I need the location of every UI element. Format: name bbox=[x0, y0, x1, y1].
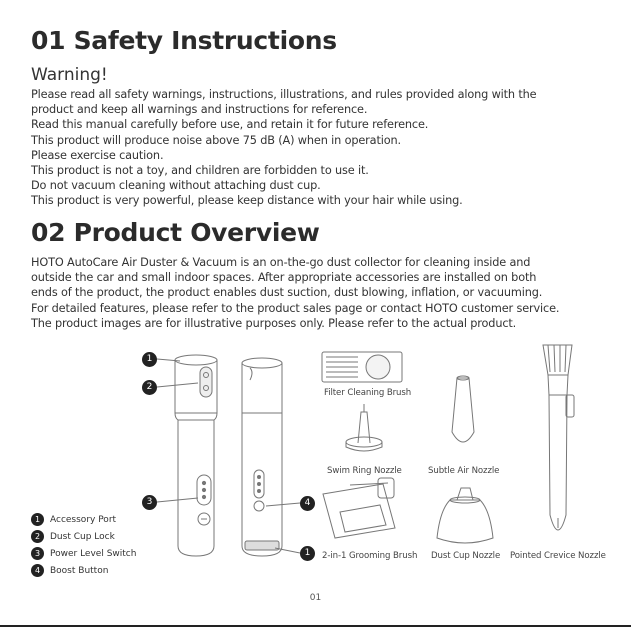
device-side-view bbox=[242, 358, 282, 556]
safety-line: product and keep all warnings and instructions for reference. bbox=[31, 103, 368, 117]
legend-item: 2 Dust Cup Lock bbox=[31, 530, 115, 543]
overview-line: ends of the product, the product enables dust suction, dust blowing, inflation, or vacuuming. bbox=[31, 286, 543, 300]
safety-line: This product will produce noise above 75 dB (A) when in operation. bbox=[31, 133, 401, 147]
grooming-brush-caption: 2-in-1 Grooming Brush bbox=[322, 551, 418, 561]
bottom-divider bbox=[0, 625, 631, 627]
callout-1: 1 bbox=[142, 352, 157, 367]
legend-item: 4 Boost Button bbox=[31, 564, 108, 577]
pointed-crevice-nozzle-image bbox=[543, 345, 574, 530]
swim-ring-nozzle-image bbox=[346, 404, 382, 451]
warning-heading: Warning! bbox=[31, 65, 108, 85]
legend-item: 3 Power Level Switch bbox=[31, 547, 136, 560]
section2-title: 02 Product Overview bbox=[31, 218, 320, 247]
filter-cleaning-brush-caption: Filter Cleaning Brush bbox=[324, 388, 412, 398]
legend-item: 1 Accessory Port bbox=[31, 513, 116, 526]
safety-line: Do not vacuum cleaning without attaching dust cup. bbox=[31, 179, 321, 193]
subtle-air-nozzle-image bbox=[452, 376, 474, 442]
callout-3: 3 bbox=[142, 495, 157, 510]
safety-line: This product is very powerful, please keep distance with your hair while using. bbox=[31, 194, 463, 208]
overview-line: The product images are for illustrative purposes only. Please refer to the actual product. bbox=[31, 316, 517, 330]
device-front-view bbox=[175, 355, 217, 556]
page-number: 01 bbox=[309, 593, 322, 603]
safety-line: Please read all safety warnings, instructions, illustrations, and rules provided along with the bbox=[31, 88, 537, 101]
safety-line: Please exercise caution. bbox=[31, 148, 164, 162]
overview-line: For detailed features, please refer to the product sales page or contact HOTO customer service. bbox=[31, 301, 560, 315]
overview-line: outside the car and small indoor spaces. After appropriate accessories are installed on both bbox=[31, 271, 537, 285]
safety-line: This product is not a toy, and children are forbidden to use it. bbox=[31, 163, 369, 177]
overview-line: HOTO AutoCare Air Duster & Vacuum is an on-the-go dust collector for cleaning inside and bbox=[31, 256, 531, 269]
pointed-crevice-nozzle-caption: Pointed Crevice Nozzle bbox=[510, 551, 606, 561]
swim-ring-nozzle-caption: Swim Ring Nozzle bbox=[327, 466, 402, 476]
dust-cup-nozzle-image bbox=[437, 488, 493, 543]
grooming-brush-image bbox=[323, 478, 395, 538]
section1-title: 01 Safety Instructions bbox=[31, 26, 337, 55]
callout-1-bottom: 1 bbox=[300, 546, 315, 561]
subtle-air-nozzle-caption: Subtle Air Nozzle bbox=[428, 466, 500, 476]
dust-cup-nozzle-caption: Dust Cup Nozzle bbox=[431, 551, 501, 561]
callout-2: 2 bbox=[142, 380, 157, 395]
safety-line: Read this manual carefully before use, and retain it for future reference. bbox=[31, 118, 429, 132]
filter-cleaning-brush-image bbox=[322, 352, 402, 382]
callout-4: 4 bbox=[300, 496, 315, 511]
